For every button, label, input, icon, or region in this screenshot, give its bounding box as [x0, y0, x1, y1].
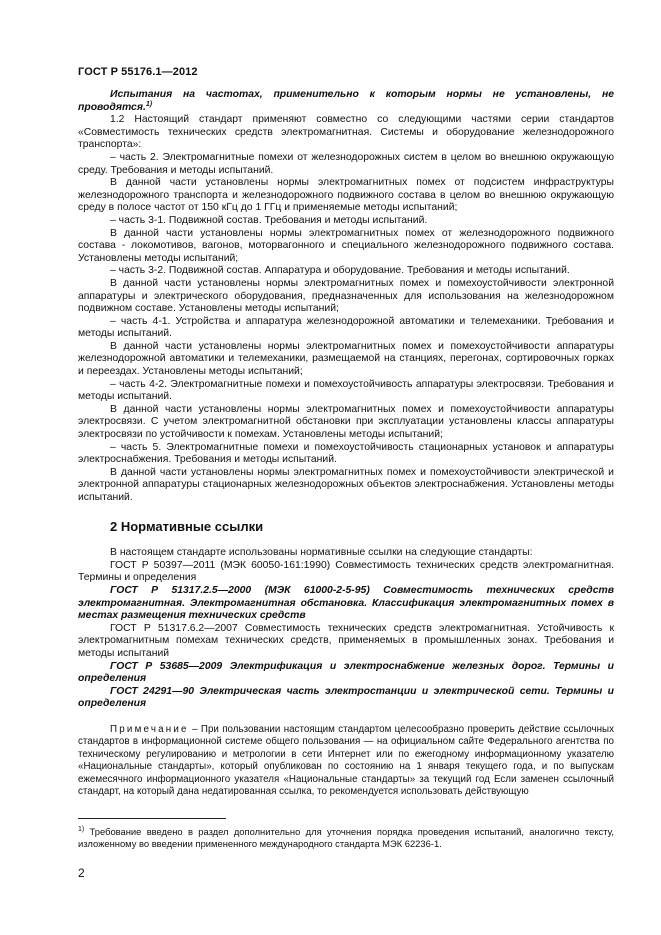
paragraph: – часть 4-1. Устройства и аппаратура железнодорожной автоматики и телемеханики. Требования и методы испытаний. — [78, 315, 614, 340]
document-header: ГОСТ Р 55176.1—2012 — [78, 66, 198, 78]
footnote-ref: 1) — [145, 100, 153, 108]
paragraph: В данной части установлены нормы электромагнитных помех и помехоустойчивости аппаратуры железнодорожной автоматики и телемеханики, размещаемой на станциях, перегонах, сортировочных горках и переездах. Установлены методы испытаний; — [78, 340, 614, 378]
page-number: 2 — [78, 866, 85, 880]
paragraph-intro — [78, 89, 614, 114]
footnote-text: Требование введено в раздел дополнительно для уточнения порядка проведения испытаний, аналогично тексту, изложенному во введении примененного международного стандарта МЭК 62236-1. — [78, 826, 614, 849]
paragraph: В данной части установлены нормы электромагнитных помех и помехоустойчивости электронной аппаратуры и электрического оборудования, предназначенных для использования на железнодорожном подвижном составе. Установлены методы испытаний; — [78, 277, 614, 315]
reference-item: ГОСТ Р 50397—2011 (МЭК 60050-161:1990) Совместимость технических средств электромагнитная. Термины и определения — [78, 559, 614, 584]
paragraph: В настоящем стандарте использованы нормативные ссылки на следующие стандарты: — [110, 547, 533, 559]
paragraph: В данной части установлены нормы электромагнитных помех от железнодорожного подвижного состава - локомотивов, вагонов, моторвагонного и специального железнодорожного подвижного состава. Установлены методы испытаний; — [78, 227, 614, 264]
paragraph: – часть 3-1. Подвижной состав. Требования и методы испытаний. — [110, 214, 428, 226]
footnote-divider — [78, 818, 226, 819]
paragraph: – часть 4-2. Электромагнитные помехи и помехоустойчивость аппаратуры электросвязи. Требования и методы испытаний. — [78, 378, 614, 403]
reference-item: ГОСТ Р 51317.6.2—2007 Совместимость технических средств электромагнитная. Устойчивость к электромагнитным помехам технических средств, применяемых в промышленных зонах. Требования и методы испытаний — [78, 622, 614, 659]
paragraph: – часть 5. Электромагнитные помехи и помехоустойчивость стационарных установок и аппаратуры электроснабжения. Требования и методы испытаний. — [78, 441, 614, 466]
footnote-marker: 1) — [78, 826, 85, 833]
paragraph: В данной части установлены нормы электромагнитных помех и помехоустойчивости аппаратуры электросвязи. С учетом электромагнитной обстановки при эксплуатации установлены классы аппаратуры электросвязи по устойчивости к помехам. Установлены методы испытаний; — [78, 403, 614, 441]
paragraph: В данной части установлены нормы электромагнитных помех и помехоустойчивости электрической и электронной аппаратуры стационарных железнодорожных объектов электроснабжения. Установлены методы испытаний. — [78, 466, 614, 503]
reference-item: ГОСТ Р 53685—2009 Электрификация и электроснабжение железных дорог. Термины и определения — [78, 660, 614, 685]
paragraph: – часть 3-2. Подвижной состав. Аппаратура и оборудование. Требования и методы испытаний. — [110, 265, 570, 277]
document-body — [78, 89, 614, 798]
note-text: – При пользовании настоящим стандартом целесообразно проверить действие ссылочных стандартов в информационной системе общего пользования — на официальном сайте Федерального агентства по техническому регулированию и метрологии в сети Интернет или по ежегодному информационному указателю «Национальные стандарты», который опубликован по состоянию на 1 января текущего года, и по выпускам ежемесячного информационного указателя «Национальные стандарты» за текущий год Если заменен ссылочный стандарт, на который дана недатированная ссылка, то рекомендуется использовать действующую — [78, 723, 614, 797]
paragraph: В данной части установлены нормы электромагнитных помех от подсистем инфраструктуры железнодорожного транспорта и железнодорожного подвижного состава в целом во внешнюю окружающую среду в полосе частот от 150 кГц до 1 ГГц и применяемые методы испытаний; — [78, 177, 614, 214]
note-paragraph — [78, 724, 614, 798]
note-label: Примечание — [110, 723, 189, 735]
section-title: 2 Нормативные ссылки — [110, 518, 264, 534]
reference-item: ГОСТ Р 51317.2.5—2000 (МЭК 61000-2-5-95) Совместимость технических средств электромагнитная. Электромагнитная обстановка. Классификация электромагнитных помех в местах размещения технических средств — [78, 584, 614, 622]
footnote — [78, 826, 614, 850]
intro-text: Испытания на частотах, применительно к которым нормы не установлены, не проводятся. — [78, 89, 614, 113]
paragraph: 1.2 Настоящий стандарт применяют совместно со следующими частями серии стандартов «Совместимость технических средств электромагнитная. Системы и оборудование железнодорожного транспорта»: — [78, 114, 614, 151]
paragraph: – часть 2. Электромагнитные помехи от железнодорожных систем в целом во внешнюю окружающую среду. Требования и методы испытаний. — [78, 151, 614, 176]
reference-item: ГОСТ 24291—90 Электрическая часть электростанции и электрической сети. Термины и определения — [78, 685, 614, 710]
